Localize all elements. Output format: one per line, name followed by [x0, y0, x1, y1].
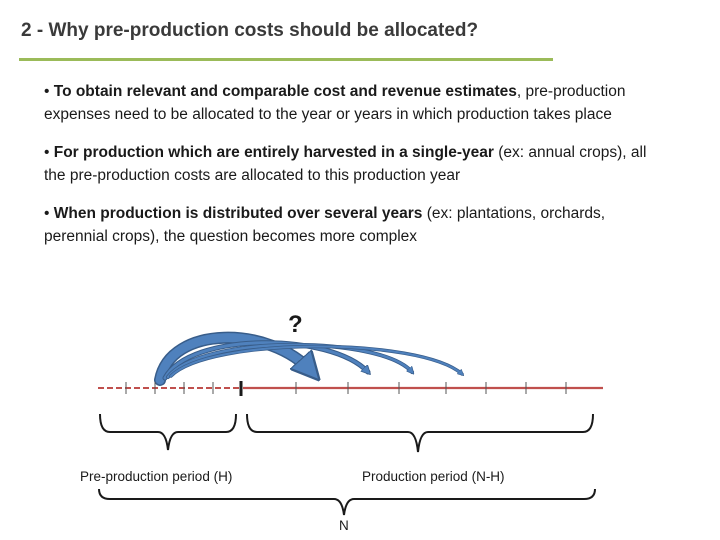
allocation-arrows [160, 338, 462, 380]
pre-production-brace [100, 414, 236, 450]
bullet-text: , pre-production expenses need to be allocated to the year or years in which production takes place [44, 83, 626, 123]
bullet-marker: • [44, 205, 50, 222]
timeline [98, 381, 603, 396]
bullet-bold-text: For production which are entirely harvested in a single-year [53, 144, 494, 161]
bullet-marker: • [44, 144, 50, 161]
production-label: Production period (N-H) [362, 469, 505, 484]
total-period-label: N [339, 518, 349, 533]
question-mark: ? [288, 311, 303, 338]
bullet-text: (ex: plantations, orchards, perennial crops), the question becomes more complex [44, 205, 606, 245]
slide-title: 2 - Why pre-production costs should be allocated? [21, 20, 479, 41]
production-brace [247, 414, 593, 452]
total-brace [99, 489, 595, 515]
bullet-bold-text: When production is distributed over several years [53, 205, 423, 222]
pre-production-label: Pre-production period (H) [80, 469, 233, 484]
bullet-bold-text: To obtain relevant and comparable cost and revenue estimates [53, 83, 517, 100]
period-braces [99, 414, 595, 515]
bullet-text: (ex: annual crops), all the pre-production costs are allocated to this production year [44, 144, 647, 184]
bullet-marker: • [44, 83, 50, 100]
